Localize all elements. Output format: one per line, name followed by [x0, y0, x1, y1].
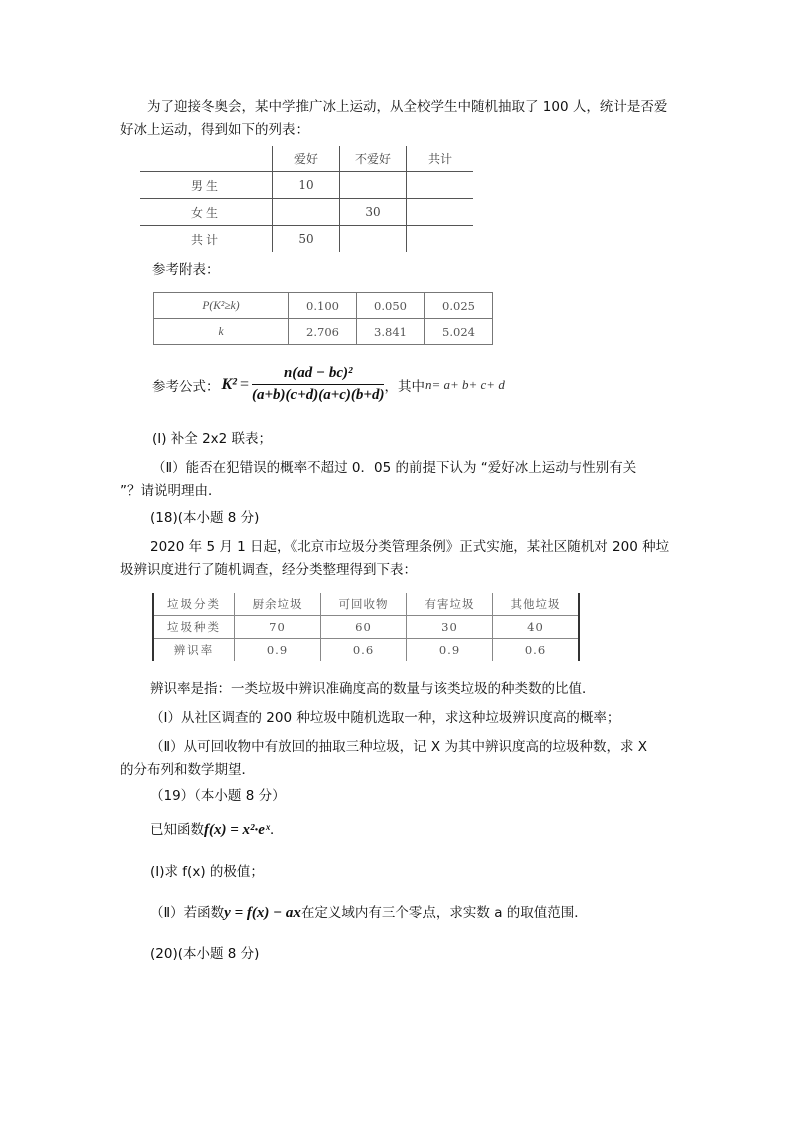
q19-intro-end: ． — [270, 822, 284, 838]
q19-part2-prefix: （Ⅱ）若函数 — [150, 905, 225, 921]
q19-part1: (Ⅰ)求 f(x) 的极值； — [150, 864, 264, 880]
formula-where-expr: n= a+ b+ c+ d — [424, 376, 505, 392]
formula-denominator: (a+b)(c+d)(a+c)(b+d) — [252, 387, 385, 403]
q17-part1: (Ⅰ) 补全 2x2 联表； — [152, 431, 273, 447]
formula-lhs: K² — [221, 375, 237, 393]
equals-sign: = — [239, 375, 249, 393]
row-label: 男生 — [140, 172, 273, 199]
table-cell: 40 — [493, 616, 580, 639]
table-cell: 0.6 — [493, 639, 580, 662]
q18-part2-line2: 的分布列和数学期望． — [120, 762, 255, 778]
table-cell: 30 — [340, 199, 407, 226]
table-row — [153, 639, 579, 662]
row-label: 垃圾种类 — [153, 616, 235, 639]
formula-fraction — [252, 365, 384, 404]
q19-part2-suffix: 在定义域内有三个零点，求实数 a 的取值范围． — [300, 905, 588, 921]
table-header-cell: 有害垃圾 — [407, 593, 493, 616]
table-cell: 5.024 — [425, 319, 493, 345]
row-label: 共计 — [190, 232, 221, 247]
table-cell — [340, 226, 407, 253]
part2-expression: y = f(x) − ax — [224, 905, 301, 921]
row-label: 女生 — [140, 199, 273, 226]
table-row — [154, 319, 493, 345]
row-label: k — [154, 319, 289, 345]
contingency-table — [140, 146, 473, 252]
q17-part2-line1: （Ⅱ）能否在犯错误的概率不超过 0．05 的前提下认为 “爱好冰上运动与性别有关 — [152, 460, 637, 476]
q19-header: （19）（本小题 8 分） — [150, 788, 286, 804]
table-cell: 0.025 — [425, 293, 493, 319]
table-cell — [273, 199, 340, 226]
table-cell: 60 — [321, 616, 407, 639]
table-cell — [407, 226, 474, 253]
q19-part2 — [150, 901, 588, 925]
table-row — [140, 172, 473, 199]
q18-part1: （Ⅰ）从社区调查的 200 种垃圾中随机选取一种，求这种垃圾辨识度高的概率； — [150, 710, 621, 726]
table-header-row — [153, 593, 579, 616]
table-cell: 50 — [273, 226, 340, 253]
reference-formula — [152, 365, 505, 404]
q17-intro-line2: 好冰上运动，得到如下的列表： — [120, 122, 309, 138]
q20-header: (20)(本小题 8 分) — [150, 946, 260, 962]
q19-intro — [150, 818, 284, 842]
row-label: 辨识率 — [173, 643, 215, 657]
table-row — [154, 293, 493, 319]
table-cell — [340, 172, 407, 199]
garbage-table — [152, 593, 580, 661]
table-header-cell: 不爱好 — [340, 146, 407, 172]
q18-intro-line1: 2020 年 5 月 1 日起，《北京市垃圾分类管理条例》正式实施，某社区随机对 200 种垃 — [150, 539, 670, 555]
table-header-cell: 厨余垃圾 — [235, 593, 321, 616]
reference-table — [153, 292, 493, 345]
formula-where-text: ，其中 — [384, 378, 425, 395]
q19-intro-text: 已知函数 — [150, 822, 204, 838]
table-cell: 0.050 — [357, 293, 425, 319]
table-cell: 0.100 — [289, 293, 357, 319]
table-cell: 30 — [407, 616, 493, 639]
table-header-cell: 共计 — [407, 146, 474, 172]
table-cell: 10 — [273, 172, 340, 199]
function-expression: f(x) = x²·eˣ — [204, 822, 271, 838]
table-cell: 0.9 — [407, 639, 493, 662]
table-cell: 3.841 — [357, 319, 425, 345]
table-cell: 70 — [235, 616, 321, 639]
table-header-cell: 爱好 — [273, 146, 340, 172]
table-cell: 0.9 — [235, 639, 321, 662]
q17-part2-line2: ”？请说明理由． — [120, 483, 222, 499]
table-row — [153, 616, 579, 639]
table-row — [140, 226, 473, 253]
table-cell: 2.706 — [289, 319, 357, 345]
table-cell: 0.6 — [321, 639, 407, 662]
formula-numerator: n(ad − bc)² — [252, 365, 384, 385]
table-header-cell: 垃圾分类 — [153, 593, 235, 616]
table-header-cell: 其他垃圾 — [493, 593, 580, 616]
table-header-row — [140, 146, 473, 172]
row-label: P(K²≥k) — [154, 293, 289, 319]
q18-definition: 辨识率是指：一类垃圾中辨识准确度高的数量与该类垃圾的种类数的比值． — [150, 681, 596, 697]
table-header-cell: 可回收物 — [321, 593, 407, 616]
table-row — [140, 199, 473, 226]
q18-part2-line1: （Ⅱ）从可回收物中有放回的抽取三种垃圾，记 X 为其中辨识度高的垃圾种数，求 X — [150, 739, 648, 755]
q18-intro-line2: 圾辨识度进行了随机调查，经分类整理得到下表： — [120, 562, 417, 578]
table-cell — [407, 172, 474, 199]
q18-header: (18)(本小题 8 分) — [150, 510, 260, 526]
table-header-cell — [140, 146, 273, 172]
table-cell — [407, 199, 474, 226]
formula-label: 参考公式： — [152, 378, 220, 395]
q17-intro-line1: 为了迎接冬奥会，某中学推广冰上运动，从全校学生中随机抽取了 100 人，统计是否爱 — [147, 99, 668, 115]
ref-table-label: 参考附表： — [152, 262, 220, 278]
